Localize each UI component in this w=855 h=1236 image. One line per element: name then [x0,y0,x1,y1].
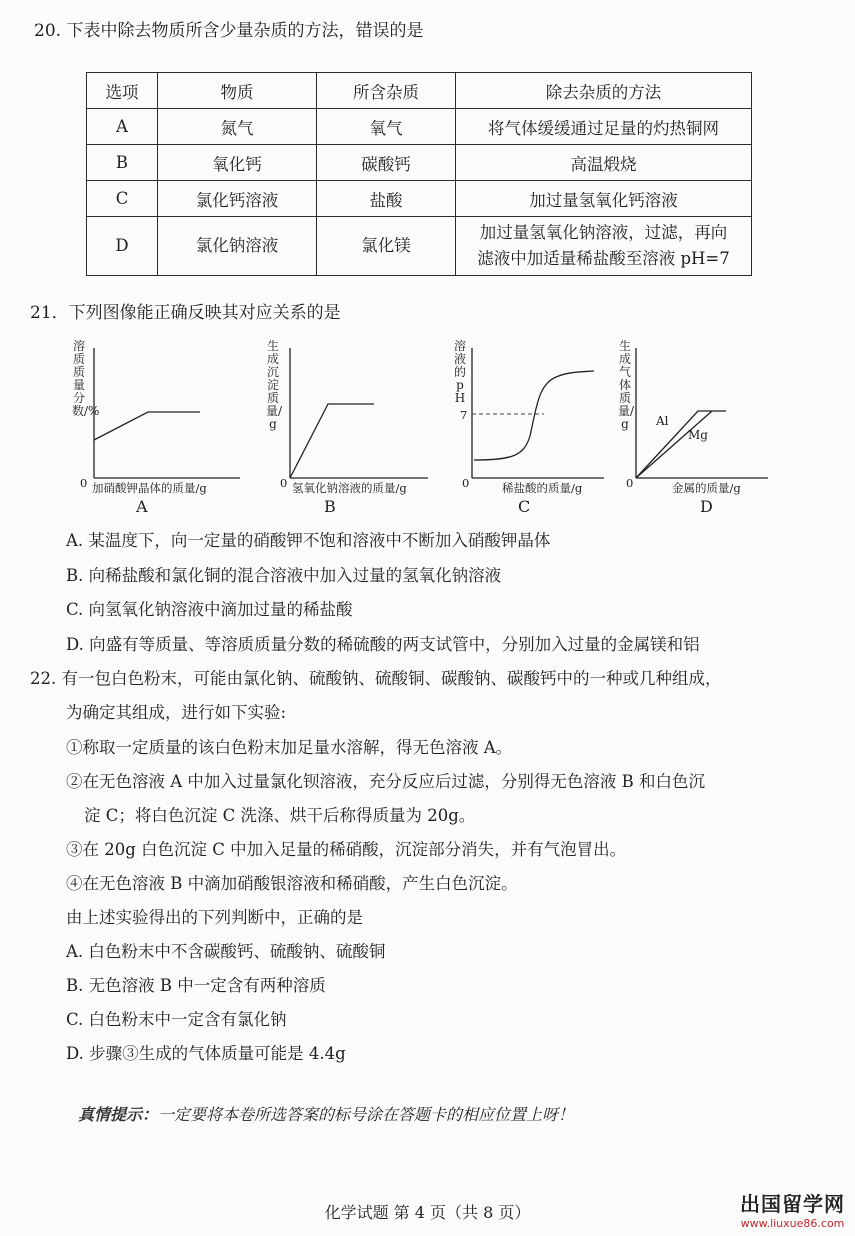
q21-option-d: D. 向盛有等质量、等溶质质量分数的稀硫酸的两支试管中，分别加入过量的金属镁和铝 [66,635,700,654]
q21-stem: 21．下列图像能正确反映其对应关系的是 [30,303,341,323]
q20-table [86,72,752,276]
graph-a-curve [94,412,200,440]
graph-b-xlabel: 氢氧化钠溶液的质量/g [292,481,407,495]
reminder-text: 一定要将本卷所选答案的标号涂在答题卡的相应位置上呀！ [158,1105,575,1124]
q22-line: 22. 有一包白色粉末，可能由氯化钠、硫酸钠、硫酸铜、碳酸钠、碳酸钙中的一种或几种组成， [30,669,722,688]
q22-option-b: B. 无色溶液 B 中一定含有两种溶质 [66,976,326,995]
q22-line: ④在无色溶液 B 中滴加硝酸银溶液和稀硝酸，产生白色沉淀。 [66,874,518,893]
graph-d-label: D [700,497,713,516]
table-row [87,145,752,181]
graph-d-mg-label: Mg [688,428,708,442]
method-line: 加过量氢氧化钠溶液，过滤，再向 [479,223,728,242]
q22-option-c: C. 白色粉末中一定含有氯化钠 [66,1010,287,1029]
q22-line: 淀 C；将白色沉淀 C 洗涤、烘干后称得质量为 20g。 [84,806,476,825]
page-footer: 化学试题 第 4 页（共 8 页） [324,1203,531,1222]
graph-a-ylabel: 溶质质量分数/% [72,339,100,418]
q22-line: 为确定其组成，进行如下实验: [66,703,287,722]
table-cell: A [87,109,158,145]
q22-line: ③在 20g 白色沉淀 C 中加入足量的稀硝酸，沉淀部分消失，并有气泡冒出。 [66,840,627,859]
table-cell: C [87,181,158,217]
graph-c-ytick: 7 [460,408,468,422]
table-cell: 氯化镁 [317,217,456,276]
table-cell: 氯化钠溶液 [158,217,317,276]
table-header-cell: 选项 [87,73,158,109]
graph-c-ylabel: 溶液的pH [453,339,466,405]
table-cell: B [87,145,158,181]
graph-d-al-label: Al [656,414,669,428]
graph-a-xlabel: 加硝酸钾晶体的质量/g [92,481,207,495]
table-row [87,109,752,145]
table-cell [456,217,752,276]
table-cell: 盐酸 [317,181,456,217]
watermark [740,1188,845,1230]
graph-c-origin: 0 [462,476,470,490]
table-header-row [87,73,752,109]
q21-option-a: A. 某温度下，向一定量的硝酸钾不饱和溶液中不断加入硝酸钾晶体 [66,531,551,550]
q22-line: ②在无色溶液 A 中加入过量氯化钡溶液，充分反应后过滤，分别得无色溶液 B 和白色沉 [66,772,706,791]
graph-a-label: A [136,497,148,516]
watermark-url: www.liuxue86.com [740,1217,845,1230]
graph-d-al-curve [636,411,726,478]
table-header-cell: 物质 [158,73,317,109]
q21-option-c: C. 向氢氧化钠溶液中滴加过量的稀盐酸 [66,600,353,619]
table-row [87,181,752,217]
graph-c-plot [462,340,612,490]
table-cell: 氮气 [158,109,317,145]
graph-c-curve [474,371,594,460]
q22-option-a: A. 白色粉末中不含碳酸钙、硫酸钠、硫酸铜 [66,942,386,961]
table-cell: D [87,217,158,276]
reminder-note [78,1102,574,1125]
table-header-cell: 除去杂质的方法 [456,73,752,109]
graph-d-xlabel: 金属的质量/g [672,481,741,495]
q20-stem: 20. 下表中除去物质所含少量杂质的方法，错误的是 [34,21,424,41]
graph-b-origin: 0 [280,476,288,490]
graph-b-label: B [324,497,336,516]
graph-d-ylabel: 生成气体质量/g [618,339,635,431]
q21-option-b: B. 向稀盐酸和氯化铜的混合溶液中加入过量的氢氧化钠溶液 [66,566,502,585]
graph-c-label: C [518,497,531,516]
table-cell: 氧化钙 [158,145,317,181]
graph-c-xlabel: 稀盐酸的质量/g [502,481,583,495]
method-line: 滤液中加适量稀盐酸至溶液 pH=7 [477,249,730,268]
graph-d-mg-curve [636,411,712,478]
graph-b-plot [278,340,438,490]
graph-a-plot [80,340,250,490]
table-row [87,217,752,276]
table-cell: 将气体缓缓通过足量的灼热铜网 [456,109,752,145]
table-cell: 加过量氢氧化钙溶液 [456,181,752,217]
q22-line: ①称取一定质量的该白色粉末加足量水溶解，得无色溶液 A。 [66,738,513,757]
graph-d-plot [628,340,778,490]
table-cell: 碳酸钙 [317,145,456,181]
reminder-label: 真情提示： [78,1105,159,1124]
table-cell: 氧气 [317,109,456,145]
watermark-title: 出国留学网 [740,1192,845,1216]
table-header-cell: 所含杂质 [317,73,456,109]
q22-option-d: D. 步骤③生成的气体质量可能是 4.4g [66,1044,346,1063]
graph-a-origin: 0 [80,476,88,490]
graph-b-curve [290,404,374,478]
q22-line: 由上述实验得出的下列判断中，正确的是 [66,908,363,927]
table-cell: 氯化钙溶液 [158,181,317,217]
table-cell: 高温煅烧 [456,145,752,181]
graph-b-ylabel: 生成沉淀质量/g [266,339,283,431]
graph-d-origin: 0 [626,476,634,490]
